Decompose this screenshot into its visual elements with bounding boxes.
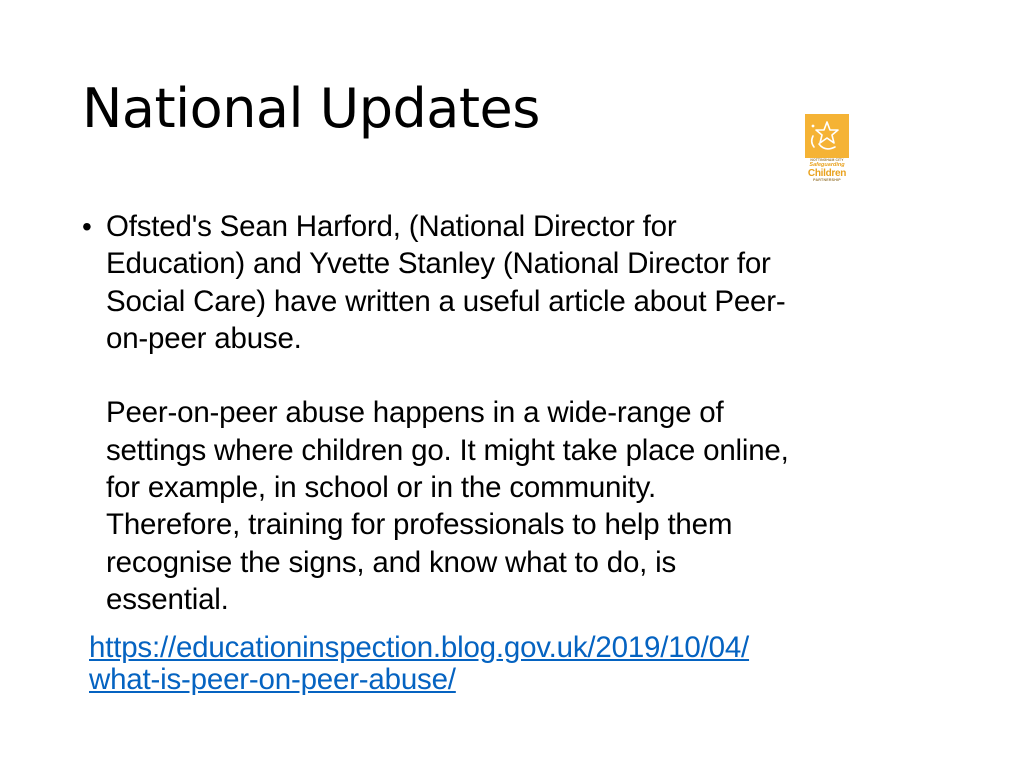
- bullet-paragraph-2: [106, 394, 962, 618]
- partnership-logo: [805, 114, 849, 186]
- logo-emblem: [805, 114, 849, 158]
- logo-city-text: NOTTINGHAM CITY: [810, 158, 844, 162]
- text-line: recognise the signs, and know what to do, is: [106, 545, 677, 579]
- text-line: on-peer abuse.: [106, 321, 302, 355]
- logo-partnership-text: PARTNERSHIP: [813, 177, 841, 182]
- article-link-line-1[interactable]: https://educationinspection.blog.gov.uk/2019/10/04/: [89, 631, 750, 664]
- paragraph-spacer: [106, 357, 962, 394]
- text-line: Social Care) have written a useful article about Peer-: [106, 284, 786, 318]
- logo-children-text: Children: [807, 167, 847, 179]
- bullet-dot-icon: •: [82, 211, 92, 242]
- article-link-line-2[interactable]: what-is-peer-on-peer-abuse/: [89, 663, 456, 696]
- text-line: settings where children go. It might take place online,: [106, 433, 789, 467]
- logo-safeguarding-text: Safeguarding: [809, 162, 845, 169]
- bullet-item: [82, 208, 962, 618]
- star-figure-icon: [805, 114, 849, 158]
- slide-title: National Updates: [82, 77, 540, 140]
- slide-body: [82, 208, 962, 618]
- text-line: Education) and Yvette Stanley (National Director for: [106, 247, 771, 281]
- text-line: Therefore, training for professionals to help them: [106, 508, 733, 542]
- text-line: Ofsted's Sean Harford, (National Director for: [106, 210, 677, 243]
- logo-wordmark: [805, 159, 849, 183]
- text-line: Peer-on-peer abuse happens in a wide-range of: [106, 396, 724, 430]
- article-link[interactable]: [89, 632, 749, 696]
- text-line: for example, in school or in the community.: [106, 471, 656, 505]
- bullet-paragraph-1: [106, 208, 962, 357]
- text-line: essential.: [106, 582, 229, 616]
